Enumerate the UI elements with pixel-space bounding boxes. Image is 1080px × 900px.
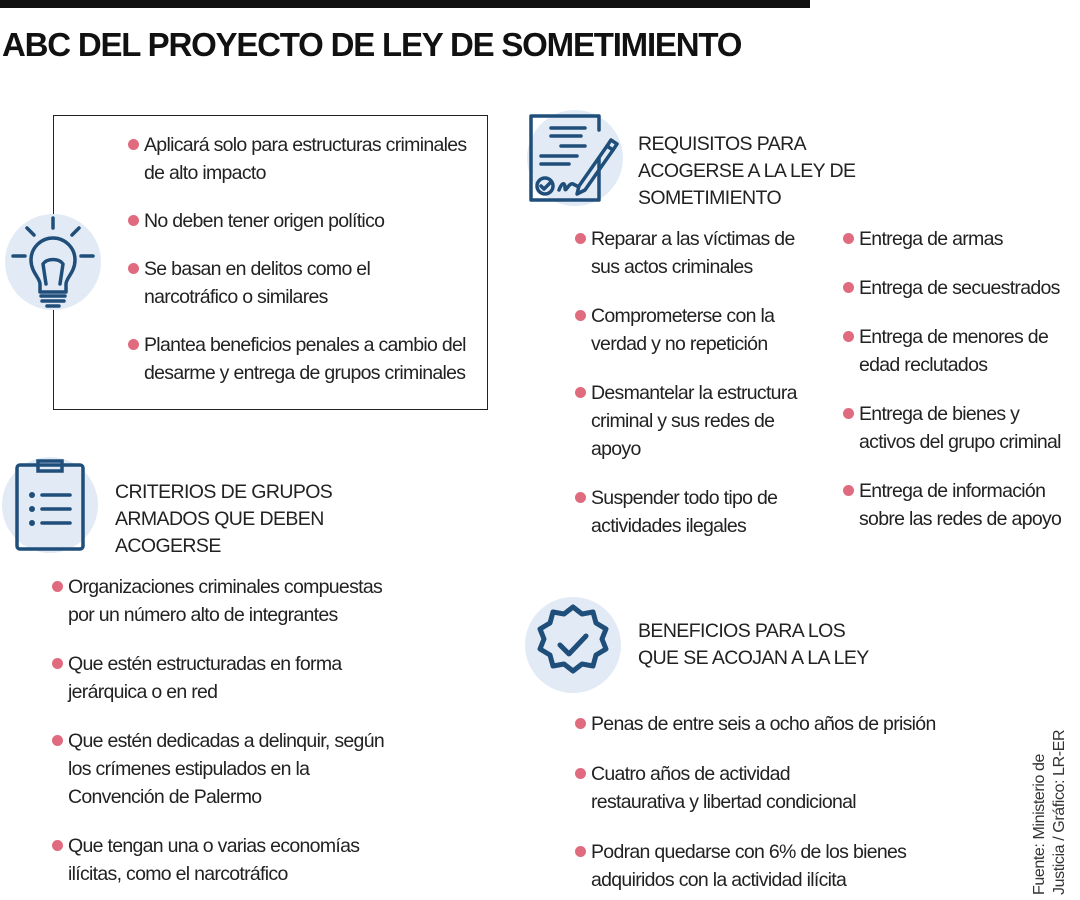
criterios-heading: CRITERIOS DE GRUPOS ARMADOS QUE DEBEN ACOGERSE bbox=[115, 481, 333, 557]
requisitos-list-1 bbox=[591, 225, 811, 540]
list-item: Entrega de información sobre las redes de apoyo bbox=[859, 477, 1064, 533]
list-item: Reparar a las víctimas de sus actos criminales bbox=[591, 225, 811, 281]
list-item: Penas de entre seis a ocho años de prisión bbox=[591, 710, 941, 738]
list-item: Plantea beneficios penales a cambio del desarme y entrega de grupos criminales bbox=[144, 331, 484, 387]
beneficios-heading: BENEFICIOS PARA LOS QUE SE ACOJAN A LA LEY bbox=[638, 620, 869, 669]
intro-list bbox=[144, 131, 484, 387]
requisitos-list-2 bbox=[859, 225, 1079, 533]
list-item: Comprometerse con la verdad y no repetición bbox=[591, 302, 786, 358]
page-title: ABC DEL PROYECTO DE LEY DE SOMETIMIENTO bbox=[2, 26, 742, 63]
badge-check-icon bbox=[525, 597, 621, 693]
list-item: Que estén dedicadas a delinquir, según los crímenes estipulados en la Convención de Palermo bbox=[68, 727, 393, 811]
list-item: Entrega de bienes y activos del grupo criminal bbox=[859, 400, 1079, 456]
list-item: Podran quedarse con 6% de los bienes adquiridos con la actividad ilícita bbox=[591, 838, 911, 894]
signed-document-icon bbox=[527, 110, 623, 206]
requisitos-heading: REQUISITOS PARA ACOGERSE A LA LEY DE SOMETIMIENTO bbox=[638, 133, 856, 209]
list-item: No deben tener origen político bbox=[144, 207, 484, 235]
list-item: Entrega de secuestrados bbox=[859, 274, 1079, 302]
list-item: Se basan en delitos como el narcotráfico o similares bbox=[144, 255, 384, 311]
list-item: Entrega de armas bbox=[859, 225, 1079, 253]
list-item: Que tengan una o varias economías ilícitas, como el narcotráfico bbox=[68, 832, 368, 888]
list-item: Suspender todo tipo de actividades ilegales bbox=[591, 484, 791, 540]
beneficios-list bbox=[591, 710, 941, 894]
list-item: Organizaciones criminales compuestas por un número alto de integrantes bbox=[68, 573, 398, 629]
list-item: Desmantelar la estructura criminal y sus redes de apoyo bbox=[591, 379, 811, 463]
source-credit: Fuente: Ministerio de Justicia / Gráfico: LR-ER bbox=[1031, 729, 1068, 895]
list-item: Que estén estructuradas en forma jerárquica o en red bbox=[68, 650, 353, 706]
list-item: Cuatro años de actividad restaurativa y libertad condicional bbox=[591, 760, 881, 816]
criterios-list bbox=[68, 573, 398, 888]
top-rule bbox=[0, 0, 810, 8]
lightbulb-icon bbox=[5, 214, 101, 310]
list-item: Entrega de menores de edad reclutados bbox=[859, 323, 1059, 379]
list-item: Aplicará solo para estructuras criminales de alto impacto bbox=[144, 131, 484, 187]
clipboard-list-icon bbox=[2, 457, 98, 553]
